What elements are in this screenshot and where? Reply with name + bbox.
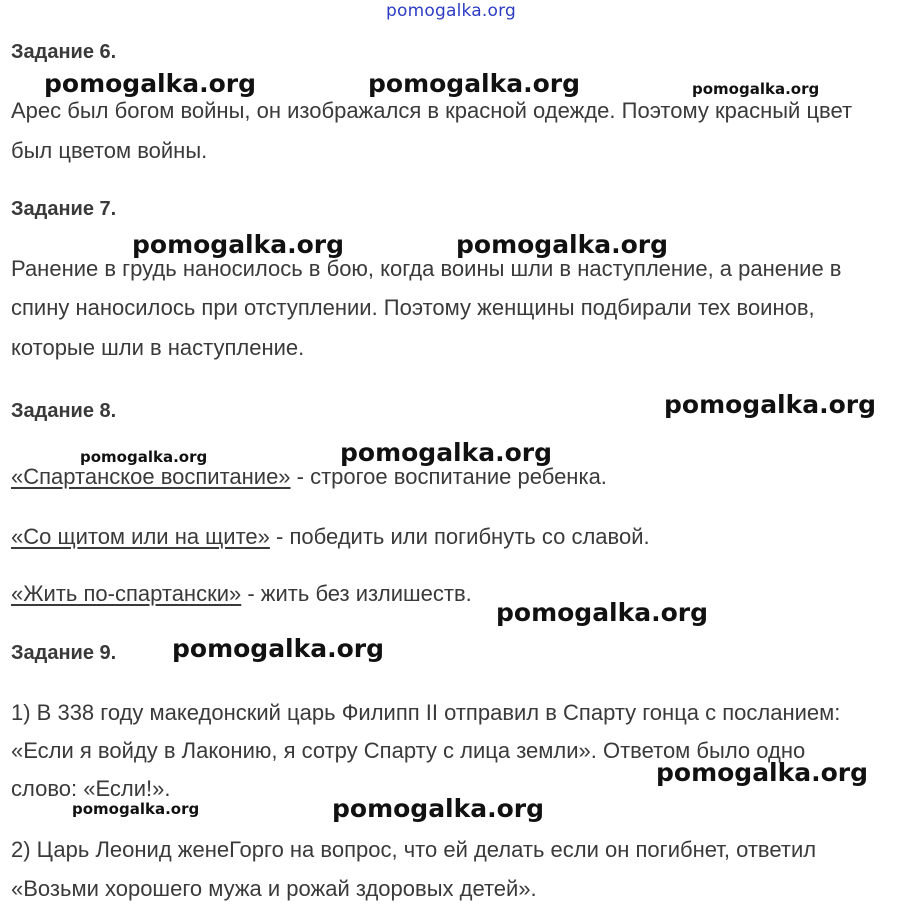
task-8-term-3: «Жить по-спартански» — [11, 581, 242, 606]
site-watermark: pomogalka.org — [386, 1, 516, 21]
task-6-line-1: Арес был богом войны, он изображался в красной одежде. Поэтому красный цвет — [11, 98, 853, 123]
task-7-line-3: которые шли в наступление. — [11, 335, 305, 360]
watermark: pomogalka.org — [80, 448, 208, 466]
task-8-term-1: «Спартанское воспитание» — [11, 464, 291, 489]
watermark: pomogalka.org — [332, 794, 545, 823]
watermark: pomogalka.org — [44, 69, 257, 98]
watermark: pomogalka.org — [340, 438, 553, 467]
watermark: pomogalka.org — [496, 598, 709, 627]
watermark: pomogalka.org — [172, 634, 385, 663]
task-6-heading: Задание 6. — [11, 41, 117, 63]
watermark: pomogalka.org — [656, 758, 869, 787]
task-8-item-2 — [11, 524, 650, 550]
task-9-line-3: слово: «Если!». — [11, 776, 171, 801]
task-8-definition-1: - строгое воспитание ребенка. — [290, 464, 607, 489]
watermark: pomogalka.org — [368, 69, 581, 98]
task-9-line-5: «Возьми хорошего мужа и рожай здоровых детей». — [11, 876, 537, 901]
watermark: pomogalka.org — [456, 230, 669, 259]
task-8-heading: Задание 8. — [11, 400, 117, 422]
task-9-line-1: 1) В 338 году македонский царь Филипп II отправил в Спарту гонца с посланием: — [11, 700, 841, 725]
task-9-line-2: «Если я войду в Лаконию, я сотру Спарту с лица земли». Ответом было одно — [11, 738, 806, 763]
task-9-heading: Задание 9. — [11, 642, 117, 664]
task-9-line-4: 2) Царь Леонид женеГорго на вопрос, что ей делать если он погибнет, ответил — [11, 837, 817, 862]
task-8-definition-3: - жить без излишеств. — [241, 581, 472, 606]
task-8-item-3 — [11, 581, 472, 607]
watermark: pomogalka.org — [132, 230, 345, 259]
watermark: pomogalka.org — [664, 390, 877, 419]
task-8-term-2: «Со щитом или на щите» — [11, 524, 270, 549]
task-7-line-2: спину наносилось при отступлении. Поэтому женщины подбирали тех воинов, — [11, 295, 815, 320]
task-7-heading: Задание 7. — [11, 198, 117, 220]
task-8-item-1 — [11, 464, 607, 490]
watermark: pomogalka.org — [72, 800, 200, 818]
task-7-line-1: Ранение в грудь наносилось в бою, когда воины шли в наступление, а ранение в — [11, 256, 842, 281]
task-6-line-2: был цветом войны. — [11, 138, 208, 163]
task-8-definition-2: - победить или погибнуть со славой. — [269, 524, 650, 549]
watermark: pomogalka.org — [692, 80, 820, 98]
